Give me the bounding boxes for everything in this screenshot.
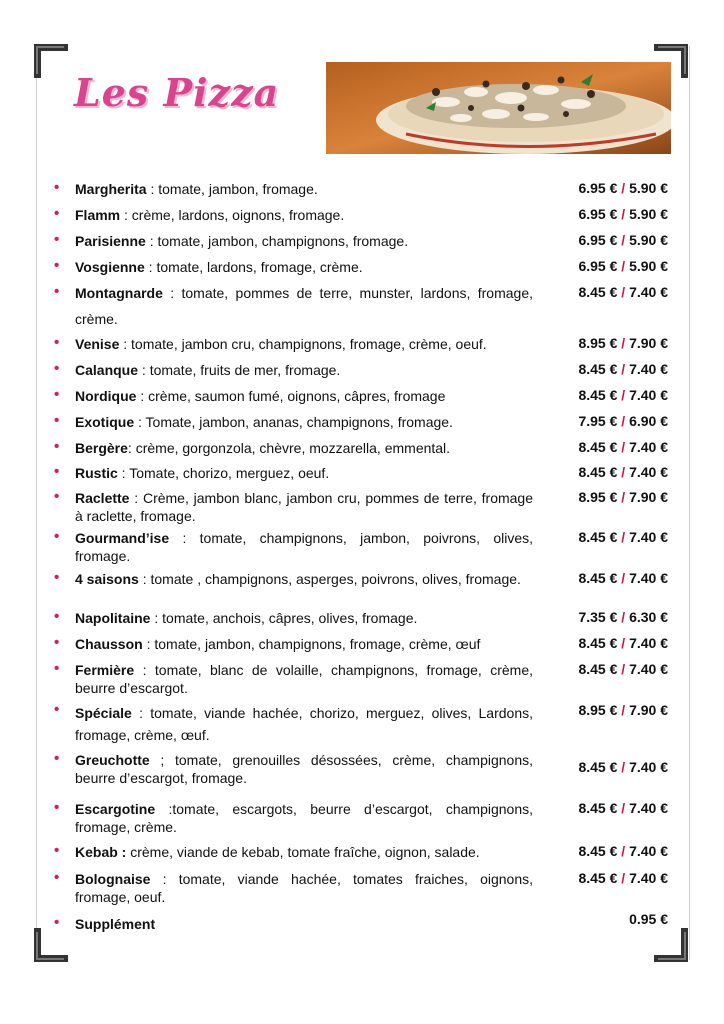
bullet-icon: • xyxy=(54,386,60,403)
bullet-icon: • xyxy=(54,842,60,859)
bullet-icon: • xyxy=(54,488,60,505)
bullet-icon: • xyxy=(54,463,60,480)
pizza-ingredients: crème, viande de kebab, tomate fraîche, oignon, salade. xyxy=(130,844,480,860)
pizza-name: Bolognaise xyxy=(75,871,151,887)
pizza-price: 8.45 € / 7.40 € xyxy=(578,387,668,403)
bullet-icon: • xyxy=(54,438,60,455)
pizza-ingredients: tomate, jambon, fromage. xyxy=(158,181,318,197)
pizza-price: 8.45 € / 7.40 € xyxy=(578,439,668,455)
pizza-ingredients: tomate, escargots, beurre d’escargot, champignons, fromage, crème. xyxy=(75,801,534,835)
corner-bracket-top-left xyxy=(34,44,68,78)
pizza-name: Kebab : xyxy=(75,844,127,860)
pizza-ingredients: tomate , champignons, asperges, poivrons, olives, fromage. xyxy=(150,571,521,587)
pizza-ingredients: tomate, jambon cru, champignons, fromage, crème, oeuf. xyxy=(131,336,487,352)
pizza-price: 8.95 € / 7.90 € xyxy=(578,702,668,718)
pizza-price: 8.45 € / 7.40 € xyxy=(578,800,668,816)
supplement-label: Supplément xyxy=(75,916,156,932)
pizza-price: 6.95 € / 5.90 € xyxy=(578,258,668,274)
pizza-ingredients: Tomate, chorizo, merguez, oeuf. xyxy=(129,465,330,481)
pizza-name: Parisienne xyxy=(75,233,146,249)
bullet-icon: • xyxy=(54,205,60,222)
pizza-name: Flamm xyxy=(75,207,121,223)
pizza-price: 8.95 € / 7.90 € xyxy=(578,335,668,351)
pizza-price: 8.45 € / 7.40 € xyxy=(578,529,668,545)
pizza-name: Venise xyxy=(75,336,120,352)
pizza-price: 7.35 € / 6.30 € xyxy=(578,609,668,625)
pizza-name: Greuchotte xyxy=(75,752,150,768)
pizza-ingredients: tomate, blanc de volaille, champignons, fromage, crème, beurre d’escargot. xyxy=(75,662,533,696)
pizza-name: Gourmand’ise xyxy=(75,530,170,546)
bullet-icon: • xyxy=(54,283,60,300)
pizza-name: Escargotine xyxy=(75,801,156,817)
bullet-icon: • xyxy=(54,179,60,196)
pizza-name: Raclette xyxy=(75,490,130,506)
pizza-ingredients: tomate, viande hachée, chorizo, merguez, olives, Lardons, fromage, crème, œuf. xyxy=(75,705,533,743)
pizza-ingredients: tomate, anchois, câpres, olives, fromage. xyxy=(162,610,418,626)
pizza-ingredients: tomate, pommes de terre, munster, lardons, fromage, crème. xyxy=(75,285,534,327)
pizza-ingredients: crème, gorgonzola, chèvre, mozzarella, emmental. xyxy=(135,440,451,456)
pizza-price: 6.95 € / 5.90 € xyxy=(578,180,668,196)
bullet-icon: • xyxy=(54,231,60,248)
pizza-price: 8.45 € / 7.40 € xyxy=(578,661,668,677)
bullet-icon: • xyxy=(54,914,60,931)
pizza-price: 6.95 € / 5.90 € xyxy=(578,232,668,248)
corner-bracket-bottom-left xyxy=(34,928,68,962)
bullet-icon: • xyxy=(54,569,60,586)
pizza-name: Chausson xyxy=(75,636,143,652)
pizza-ingredients: Crème, jambon blanc, jambon cru, pommes de terre, fromage à raclette, fromage. xyxy=(75,490,533,524)
bullet-icon: • xyxy=(54,608,60,625)
pizza-name: Fermière xyxy=(75,662,135,678)
corner-bracket-bottom-right xyxy=(654,928,688,962)
bullet-icon: • xyxy=(54,799,60,816)
pizza-photo xyxy=(326,62,671,154)
pizza-price: 7.95 € / 6.90 € xyxy=(578,413,668,429)
pizza-price: 8.45 € / 7.40 € xyxy=(578,464,668,480)
pizza-price: 8.45 € / 7.40 € xyxy=(578,759,668,775)
pizza-price: 8.95 € / 7.90 € xyxy=(578,489,668,505)
pizza-name: 4 saisons xyxy=(75,571,139,587)
bullet-icon: • xyxy=(54,634,60,651)
pizza-ingredients: tomate, lardons, fromage, crème. xyxy=(156,259,363,275)
pizza-ingredients: crème, saumon fumé, oignons, câpres, fromage xyxy=(148,388,446,404)
pizza-ingredients: tomate, champignons, jambon, poivrons, olives, fromage. xyxy=(75,530,533,564)
pizza-price: 8.45 € / 7.40 € xyxy=(578,570,668,586)
bullet-icon: • xyxy=(54,334,60,351)
pizza-name: Calanque xyxy=(75,362,139,378)
bullet-icon: • xyxy=(54,869,60,886)
pizza-ingredients: crème, lardons, oignons, fromage. xyxy=(131,207,345,223)
pizza-name: Spéciale xyxy=(75,705,132,721)
bullet-icon: • xyxy=(54,360,60,377)
supplement-price: 0.95 € xyxy=(629,911,668,927)
bullet-icon: • xyxy=(54,412,60,429)
bullet-icon: • xyxy=(54,257,60,274)
pizza-price: 8.45 € / 7.40 € xyxy=(578,635,668,651)
pizza-price: 6.95 € / 5.90 € xyxy=(578,206,668,222)
pizza-ingredients: tomate, viande hachée, tomates fraiches, oignons, fromage, oeuf. xyxy=(75,871,534,905)
bullet-icon: • xyxy=(54,528,60,545)
pizza-price: 8.45 € / 7.40 € xyxy=(578,284,668,300)
pizza-name: Rustic xyxy=(75,465,118,481)
pizza-name: Napolitaine xyxy=(75,610,151,626)
pizza-ingredients: tomate, fruits de mer, fromage. xyxy=(149,362,341,378)
pizza-ingredients: tomate, jambon, champignons, fromage. xyxy=(157,233,409,249)
pizza-name: Nordique xyxy=(75,388,137,404)
bullet-icon: • xyxy=(54,701,60,718)
pizza-name: Exotique xyxy=(75,414,135,430)
pizza-price: 8.45 € / 7.40 € xyxy=(578,870,668,886)
pizza-price: 8.45 € / 7.40 € xyxy=(578,361,668,377)
pizza-name: Bergère xyxy=(75,440,128,456)
pizza-ingredients: tomate, grenouilles désossées, crème, champignons, beurre d’escargot, fromage. xyxy=(75,752,534,786)
pizza-name: Montagnarde xyxy=(75,285,163,301)
bullet-icon: • xyxy=(54,750,60,767)
pizza-ingredients: Tomate, jambon, ananas, champignons, fromage. xyxy=(145,414,453,430)
pizza-price: 8.45 € / 7.40 € xyxy=(578,843,668,859)
pizza-ingredients: tomate, jambon, champignons, fromage, crème, œuf xyxy=(154,636,481,652)
bullet-icon: • xyxy=(54,660,60,677)
pizza-name: Margherita xyxy=(75,181,147,197)
menu-title: Les Pizza xyxy=(74,70,280,115)
pizza-name: Vosgienne xyxy=(75,259,145,275)
